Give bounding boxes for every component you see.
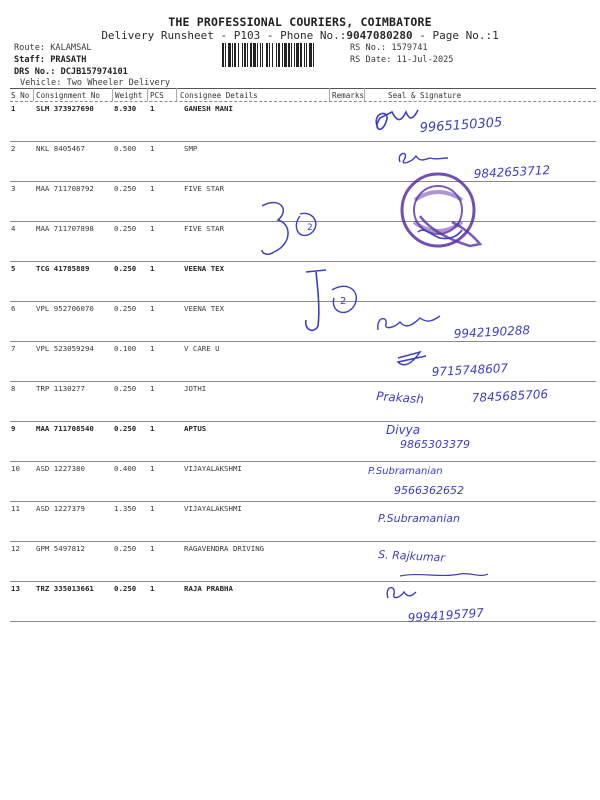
handwritten-name: Divya [386, 423, 421, 437]
signature-scribble [400, 574, 488, 576]
row-weight: 8.930 [114, 104, 137, 113]
company-stamp [402, 174, 480, 246]
row-consignment-no: ASD 1227380 [36, 464, 85, 473]
vehicle-label: Vehicle: Two Wheeler Delivery [20, 78, 171, 88]
row-pcs: 1 [150, 584, 155, 593]
row-sno: 4 [11, 224, 16, 233]
row-weight: 1.350 [114, 504, 137, 513]
row-weight: 0.100 [114, 344, 137, 353]
row-weight: 0.250 [114, 224, 137, 233]
row-consignment-no: TRP 1130277 [36, 384, 85, 393]
row-consignee: RAJA PRABHA [184, 584, 233, 593]
row-pcs: 1 [150, 104, 155, 113]
row-consignee: VEENA TEX [184, 264, 225, 273]
row-consignment-no: MAA 711707898 [36, 224, 94, 233]
row-pcs: 1 [150, 424, 155, 433]
subtitle-prefix: Delivery Runsheet - P103 - Phone No.: [101, 29, 347, 42]
row-pcs: 1 [150, 304, 155, 313]
handwritten-mark: 2 [307, 223, 313, 233]
col-remarks: Remarks [332, 91, 365, 100]
signature-scribble [376, 110, 418, 129]
row-weight: 0.250 [114, 304, 137, 313]
handwritten-phone: 9715748607 [431, 361, 509, 379]
col-consignment: Consignment No [36, 91, 101, 100]
handwritten-phone: 7845685706 [471, 387, 549, 405]
drs-number: DRS No.: DCJB157974101 [14, 67, 128, 77]
row-consignment-no: SLM 373927690 [36, 104, 94, 113]
row-sno: 8 [11, 384, 16, 393]
signature-scribble [387, 588, 416, 598]
handwritten-phone: 9994195797 [407, 605, 485, 625]
col-seal-signature: Seal & Signature [388, 91, 462, 100]
handwritten-phone: 9842653712 [473, 163, 551, 181]
handwritten-name: P.Subramanian [368, 466, 443, 477]
col-sno: S No [11, 91, 30, 100]
row-consignment-no: VPL 523059294 [36, 344, 94, 353]
handwritten-name: S. Rajkumar [377, 548, 446, 565]
row-consignment-no: TRZ 335013661 [36, 584, 94, 593]
row-consignee: GANESH MANI [184, 104, 233, 113]
row-sno: 12 [11, 544, 20, 553]
row-weight: 0.400 [114, 464, 137, 473]
staff-label: Staff: PRASATH [14, 55, 87, 65]
row-consignee: FIVE STAR [184, 224, 225, 233]
row-consignment-no: MAA 711708792 [36, 184, 94, 193]
row-consignment-no: NKL 8405467 [36, 144, 85, 153]
row-consignment-no: TCG 41785889 [36, 264, 90, 273]
row-pcs: 1 [150, 464, 155, 473]
handwritten-phone: 9965150305 [419, 115, 503, 136]
row-weight: 0.500 [114, 144, 137, 153]
row-consignee: RAGAVENDRA DRIVING [184, 544, 265, 553]
route-label: Route: KALAMSAL [14, 43, 92, 53]
row-weight: 0.250 [114, 264, 137, 273]
handwritten-phone: 9566362652 [394, 484, 464, 497]
runsheet-title: THE PROFESSIONAL COURIERS, COIMBATORE [168, 15, 432, 29]
row-consignee: SMP [184, 144, 198, 153]
rs-number: RS No.: 1579741 [350, 43, 428, 53]
subtitle-phone: 9047080280 [346, 29, 413, 42]
subtitle-suffix: - Page No.:1 [412, 29, 499, 42]
row-sno: 11 [11, 504, 20, 513]
row-pcs: 1 [150, 264, 155, 273]
row-weight: 0.250 [114, 384, 137, 393]
signature-scribble [399, 153, 448, 163]
row-sno: 1 [11, 104, 16, 113]
row-weight: 0.250 [114, 424, 137, 433]
row-consignment-no: GPM 5497812 [36, 544, 85, 553]
row-pcs: 1 [150, 384, 155, 393]
row-consignee: VEENA TEX [184, 304, 225, 313]
signature-scribble [306, 270, 326, 330]
handwritten-phone: 9865303379 [400, 438, 470, 451]
handwritten-name: P.Subramanian [378, 512, 461, 525]
signature-scribble [262, 203, 288, 255]
col-consignee: Consignee Details [180, 91, 258, 100]
row-sno: 9 [11, 424, 16, 433]
row-weight: 0.250 [114, 544, 137, 553]
row-consignee: FIVE STAR [184, 184, 225, 193]
row-consignee: VIJAYALAKSHMI [184, 504, 242, 513]
row-consignment-no: MAA 711708540 [36, 424, 94, 433]
row-sno: 13 [11, 584, 20, 593]
row-consignee: VIJAYALAKSHMI [184, 464, 242, 473]
row-pcs: 1 [150, 544, 155, 553]
row-weight: 0.250 [114, 584, 137, 593]
row-consignment-no: ASD 1227379 [36, 504, 85, 513]
row-pcs: 1 [150, 144, 155, 153]
signature-scribble [378, 316, 440, 330]
signature-scribble [398, 352, 426, 365]
row-weight: 0.250 [114, 184, 137, 193]
handwritten-mark: 2 [340, 296, 347, 307]
row-consignee: JOTHI [184, 384, 207, 393]
row-consignee: APTUS [184, 424, 207, 433]
row-pcs: 1 [150, 224, 155, 233]
handwritten-phone: 9942190288 [453, 323, 531, 341]
row-sno: 3 [11, 184, 16, 193]
row-sno: 2 [11, 144, 16, 153]
row-pcs: 1 [150, 504, 155, 513]
row-pcs: 1 [150, 184, 155, 193]
handwritten-name: Prakash [375, 389, 425, 407]
row-sno: 5 [11, 264, 16, 273]
row-sno: 7 [11, 344, 16, 353]
row-sno: 10 [11, 464, 20, 473]
col-pcs: PCS [150, 91, 164, 100]
rs-date: RS Date: 11-Jul-2025 [350, 55, 454, 65]
row-pcs: 1 [150, 344, 155, 353]
row-sno: 6 [11, 304, 16, 313]
row-consignee: V CARE U [184, 344, 220, 353]
col-weight: Weight [115, 91, 143, 100]
row-consignment-no: VPL 952706070 [36, 304, 94, 313]
